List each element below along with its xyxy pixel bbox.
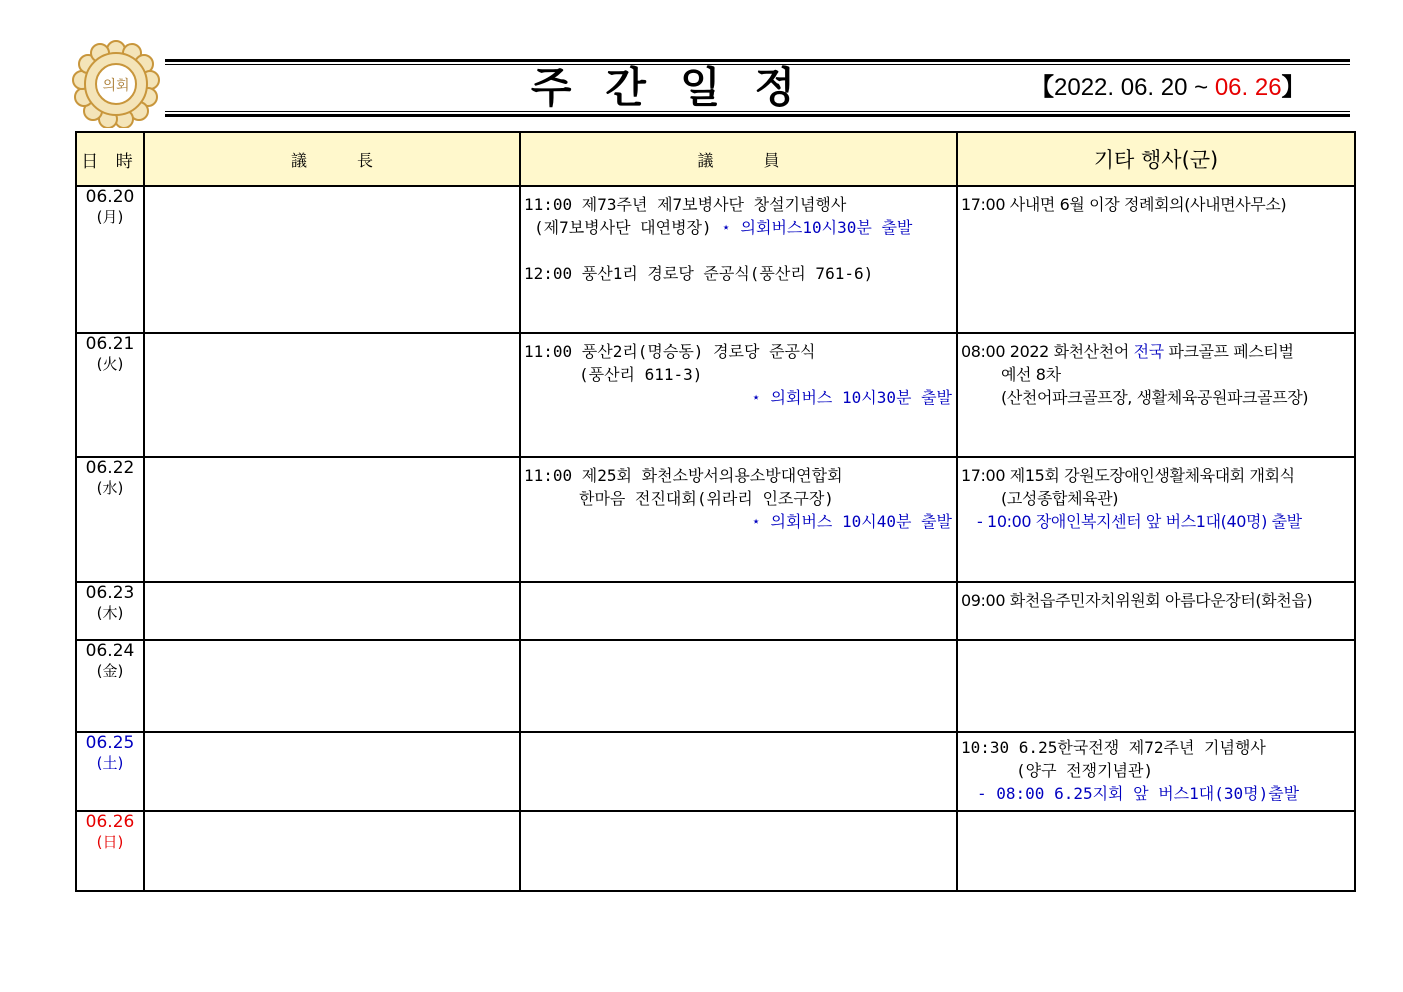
- highlight-text: 전국: [1133, 342, 1164, 361]
- event-line: 예선 8차: [1001, 365, 1061, 384]
- weekday-text: (火): [96, 355, 124, 373]
- date-cell: [76, 457, 144, 582]
- council-emblem-logo: [70, 40, 162, 128]
- period-start: 2022. 06. 20 ~: [1054, 74, 1209, 101]
- chairman-header-char-2: 長: [357, 150, 374, 170]
- date-cell: [76, 640, 144, 732]
- weekday-text: (水): [96, 479, 124, 497]
- other-events-cell: [957, 732, 1355, 811]
- bus-departure-note: - 10:00 장애인복지센터 앞 버스1대(40명) 출발: [977, 512, 1302, 531]
- members-cell: [520, 333, 957, 457]
- event-text: 08:00 2022 화천산천어: [961, 342, 1129, 361]
- column-header-members: [520, 132, 957, 186]
- chairman-cell: [144, 457, 520, 582]
- date-cell: [76, 333, 144, 457]
- weekday-text: (土): [96, 754, 124, 772]
- chairman-cell: [144, 186, 520, 333]
- date-cell: [76, 186, 144, 333]
- event-line: 12:00 풍산1리 경로당 준공식(풍산리 761-6): [524, 264, 874, 283]
- members-cell: [520, 811, 957, 891]
- event-line: 11:00 풍산2리(명승동) 경로당 준공식: [524, 342, 816, 361]
- date-cell-sunday: [76, 811, 144, 891]
- schedule-period: [1030, 72, 1306, 104]
- members-cell: [520, 732, 957, 811]
- chairman-cell: [144, 640, 520, 732]
- event-location: (제7보병사단 대연병장): [534, 218, 712, 237]
- event-line: 17:00 제15회 강원도장애인생활체육대회 개회식: [961, 466, 1295, 485]
- chairman-cell: [144, 582, 520, 640]
- chairman-cell: [144, 811, 520, 891]
- table-row: [76, 333, 1355, 457]
- other-events-cell: [957, 640, 1355, 732]
- period-open-bracket: 【: [1030, 74, 1054, 101]
- chairman-cell: [144, 732, 520, 811]
- members-cell: [520, 457, 957, 582]
- bus-departure-note: ⋆ 의회버스10시30분 출발: [721, 218, 913, 237]
- bus-departure-note: ⋆ 의회버스 10시30분 출발: [751, 388, 952, 407]
- event-line: 09:00 화천읍주민자치위원회 아름다운장터(화천읍): [961, 591, 1313, 610]
- event-location: (산천어파크골프장, 생활체육공원파크골프장): [1001, 388, 1309, 407]
- members-cell: [520, 186, 957, 333]
- other-events-cell: [957, 582, 1355, 640]
- column-header-other-events: 기타 행사(군): [957, 132, 1355, 186]
- other-events-cell: [957, 333, 1355, 457]
- date-text: 06.24: [85, 641, 135, 661]
- date-text: 06.23: [85, 583, 135, 603]
- chairman-cell: [144, 333, 520, 457]
- members-cell: [520, 582, 957, 640]
- event-line: [961, 340, 1352, 363]
- chairman-header-char-1: 議: [290, 150, 307, 170]
- event-location: (풍산리 611-3): [579, 365, 703, 384]
- logo-text: 의회: [102, 78, 130, 94]
- other-events-cell: [957, 811, 1355, 891]
- other-events-cell: [957, 457, 1355, 582]
- flower-emblem-icon: [70, 40, 162, 128]
- members-header-char-2: 員: [763, 150, 780, 170]
- column-header-date: 日 時: [76, 132, 144, 186]
- members-cell: [520, 640, 957, 732]
- event-location: (고성종합체육관): [1001, 489, 1119, 508]
- members-header-char-1: 議: [697, 150, 714, 170]
- table-row: [76, 732, 1355, 811]
- page-title: 주간일정: [530, 63, 830, 112]
- table-row: [76, 457, 1355, 582]
- date-cell-saturday: [76, 732, 144, 811]
- weekday-text: (木): [96, 604, 124, 622]
- weekday-text: (月): [96, 208, 124, 226]
- event-line: 10:30 6.25한국전쟁 제72주년 기념행사: [961, 738, 1266, 757]
- period-end: 06. 26: [1214, 74, 1282, 101]
- date-text: 06.20: [85, 187, 135, 207]
- event-location: (양구 전쟁기념관): [1016, 761, 1154, 780]
- event-line: 11:00 제25회 화천소방서의용소방대연합회: [524, 466, 843, 485]
- event-line: [524, 216, 954, 239]
- table-row: [76, 640, 1355, 732]
- weekday-text: (日): [96, 833, 124, 851]
- table-row: [76, 811, 1355, 891]
- period-close-bracket: 】: [1281, 74, 1306, 101]
- bus-departure-note: - 08:00 6.25지회 앞 버스1대(30명)출발: [977, 784, 1300, 803]
- event-text: 파크골프 페스티벌: [1168, 342, 1294, 361]
- header-row: [76, 132, 1355, 186]
- event-line: 한마음 전진대회(위라리 인조구장): [579, 489, 834, 508]
- date-text: 06.22: [85, 458, 135, 478]
- date-text: 06.26: [85, 812, 135, 832]
- weekly-schedule-table: [75, 131, 1356, 892]
- event-line: 11:00 제73주년 제7보병사단 창설기념행사: [524, 195, 847, 214]
- other-events-cell: [957, 186, 1355, 333]
- bus-departure-note: ⋆ 의회버스 10시40분 출발: [751, 512, 952, 531]
- date-cell: [76, 582, 144, 640]
- event-line: 17:00 사내면 6월 이장 정례회의(사내면사무소): [961, 195, 1287, 214]
- column-header-chairman: [144, 132, 520, 186]
- table-row: [76, 582, 1355, 640]
- date-text: 06.21: [85, 334, 135, 354]
- weekday-text: (金): [96, 662, 124, 680]
- table-row: [76, 186, 1355, 333]
- date-text: 06.25: [85, 733, 135, 753]
